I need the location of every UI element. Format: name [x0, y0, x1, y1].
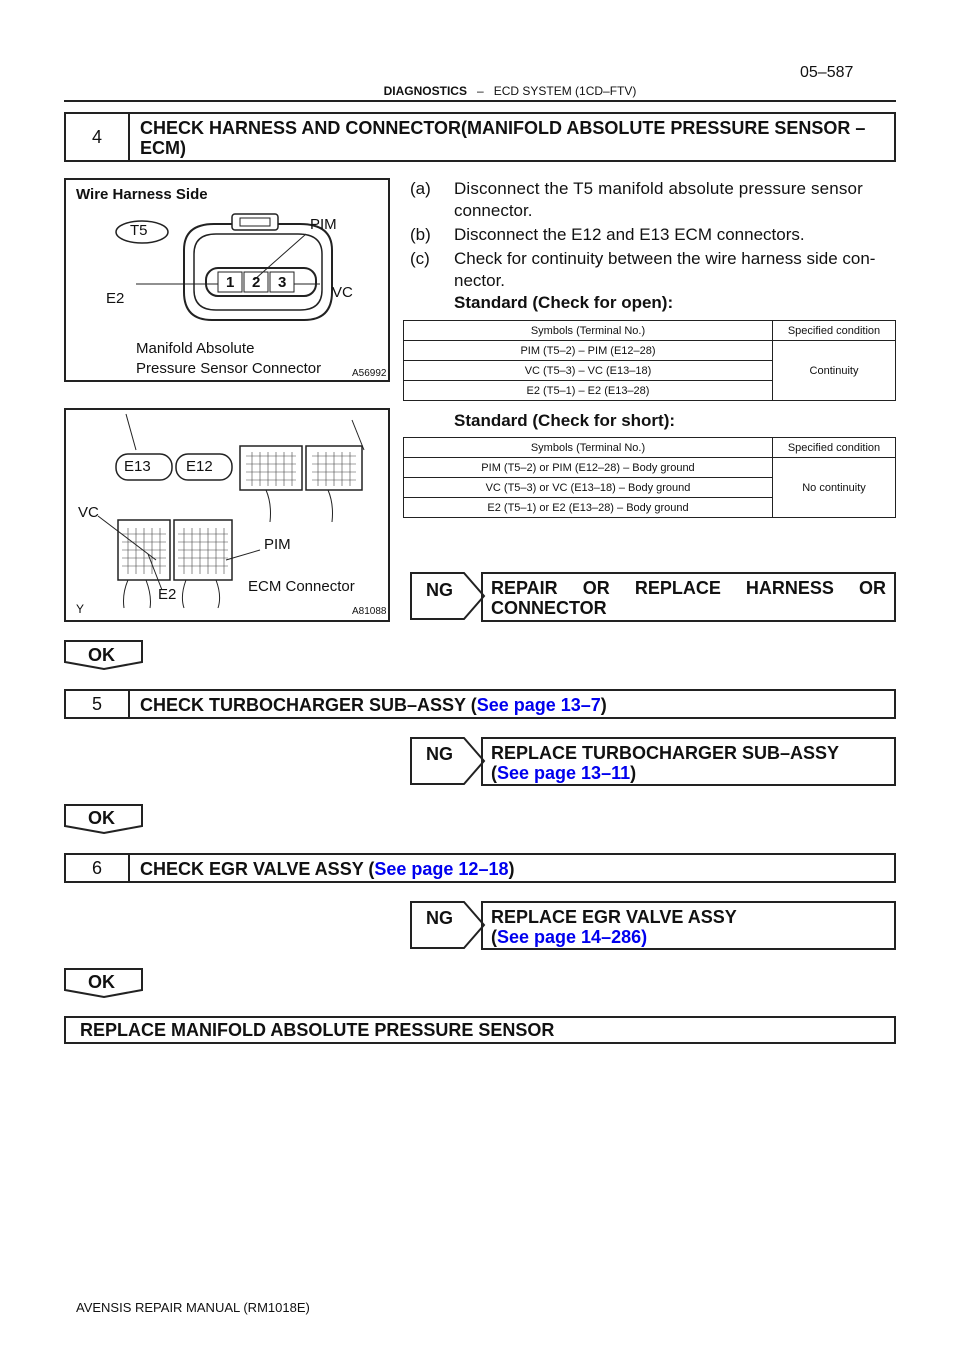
ng3-link[interactable]: See page 14–286): [497, 927, 648, 947]
figure-2-id: A81088: [352, 606, 387, 617]
ecm-label-e13: E13: [124, 458, 151, 475]
short-row-2: VC (T5–3) or VC (E13–18) – Body ground: [404, 478, 773, 498]
short-condition: No continuity: [773, 458, 896, 518]
pin-label-pim: PIM: [310, 216, 337, 233]
open-row-3: E2 (T5–1) – E2 (E13–28): [404, 381, 773, 401]
ng3-result-line2: [491, 927, 647, 948]
open-col1-header: Symbols (Terminal No.): [404, 321, 773, 341]
ok3-label: OK: [88, 972, 115, 992]
instruction-c-label: (c): [410, 249, 430, 268]
ng1-label: NG: [426, 580, 453, 600]
short-col2-header: Specified condition: [773, 438, 896, 458]
figure-1-id: A56992: [352, 368, 387, 379]
open-condition: Continuity: [773, 341, 896, 401]
ecm-wires-upper: [266, 490, 333, 522]
page-number: 05–587: [800, 64, 854, 81]
standard-short-title: Standard (Check for short):: [454, 411, 676, 430]
step-5-title: [140, 695, 886, 715]
pin-number-2: 2: [252, 274, 261, 291]
short-col1-header: Symbols (Terminal No.): [404, 438, 773, 458]
footer-manual-title: AVENSIS REPAIR MANUAL (RM1018E): [76, 1300, 310, 1315]
instruction-b-line1: Disconnect the E12 and E13 ECM connectors.: [454, 225, 805, 244]
step-4-number: 4: [66, 114, 130, 160]
ecm-label-e12: E12: [186, 458, 213, 475]
step-6-title-pre: CHECK EGR VALVE ASSY (: [140, 859, 375, 879]
ecm-label-vc: VC: [78, 504, 99, 521]
open-row-2: VC (T5–3) – VC (E13–18): [404, 361, 773, 381]
ecm-label-e2: E2: [158, 586, 177, 603]
ok1-label: OK: [88, 645, 115, 665]
ecm-connector-upper-1: [240, 446, 302, 490]
figure-1-title: Wire Harness Side: [76, 186, 208, 203]
standard-short-table: [403, 437, 896, 518]
step-6-title-post: ): [508, 859, 515, 879]
instruction-a-label: (a): [410, 179, 431, 198]
ng2-result-box: [481, 737, 896, 786]
step-6-number: 6: [66, 855, 130, 881]
ecm-housing-left: [126, 414, 136, 450]
instruction-a-line2: connector.: [454, 201, 533, 220]
header-section: DIAGNOSTICS: [383, 84, 467, 98]
step-6-title: [140, 859, 886, 879]
pin-label-vc: VC: [332, 284, 353, 301]
ng3-result-box: [481, 901, 896, 950]
ng1-result-text: REPAIR OR REPLACE HARNESS OR CONNECTOR: [491, 578, 886, 618]
standard-open-table: [403, 320, 896, 401]
figure-1-caption-line2: Pressure Sensor Connector: [136, 360, 322, 377]
figure-1-caption-line1: Manifold Absolute: [136, 340, 255, 357]
ok2-label: OK: [88, 808, 115, 828]
figure-ecm-connector: [64, 408, 390, 622]
ng3-pre: (: [491, 927, 497, 947]
ng2-result-line2: [491, 763, 636, 784]
pin-label-e2: E2: [106, 290, 125, 307]
step-5-title-pre: CHECK TURBOCHARGER SUB–ASSY (: [140, 695, 477, 715]
figure-2-caption: ECM Connector: [248, 578, 355, 595]
header-dash: –: [476, 84, 484, 98]
ng3-result-line1: REPLACE EGR VALVE ASSY: [491, 907, 737, 927]
header-rule: [64, 100, 896, 102]
pin-number-1: 1: [226, 274, 235, 291]
instruction-a-line1: Disconnect the T5 manifold absolute pressure sensor: [454, 179, 863, 198]
ng1-result-box: [481, 572, 896, 622]
step-4-header: [64, 112, 896, 162]
figure-2-mark: Y: [76, 602, 85, 616]
step-4-title: CHECK HARNESS AND CONNECTOR(MANIFOLD ABSOLUTE PRESSURE SENSOR – ECM): [140, 118, 866, 158]
step-5-number: 5: [66, 691, 130, 717]
step-6-header: [64, 853, 896, 883]
step-5-title-post: ): [600, 695, 607, 715]
ng2-link[interactable]: See page 13–11: [497, 763, 631, 783]
ng2-result-line1: REPLACE TURBOCHARGER SUB–ASSY: [491, 743, 840, 763]
figure-wire-harness-side: [64, 178, 390, 382]
connector-latch: [232, 214, 278, 230]
ng2-label: NG: [426, 744, 453, 764]
page-header: [300, 84, 720, 98]
final-action-box: REPLACE MANIFOLD ABSOLUTE PRESSURE SENSOR: [64, 1016, 896, 1044]
ecm-label-pim: PIM: [264, 536, 291, 553]
open-row-1: PIM (T5–2) – PIM (E12–28): [404, 341, 773, 361]
instruction-c-line1: Check for continuity between the wire harness side con-: [454, 249, 876, 268]
ng2-post: ): [630, 763, 637, 783]
pin-number-3: 3: [278, 274, 287, 291]
open-col2-header: Specified condition: [773, 321, 896, 341]
short-row-3: E2 (T5–1) or E2 (E13–28) – Body ground: [404, 498, 773, 518]
instruction-c-line2: nector.: [454, 271, 506, 290]
step-6-link[interactable]: See page 12–18: [374, 859, 509, 879]
step-5-link[interactable]: See page 13–7: [476, 695, 601, 715]
ng2-pre: (: [491, 763, 497, 783]
ng3-label: NG: [426, 908, 453, 928]
instruction-b-label: (b): [410, 225, 431, 244]
connector-t5-label: T5: [130, 222, 148, 239]
short-row-1: PIM (T5–2) or PIM (E12–28) – Body ground: [404, 458, 773, 478]
step-5-header: [64, 689, 896, 719]
header-subsection: ECD SYSTEM (1CD–FTV): [493, 84, 637, 98]
standard-open-title: Standard (Check for open):: [454, 293, 674, 312]
